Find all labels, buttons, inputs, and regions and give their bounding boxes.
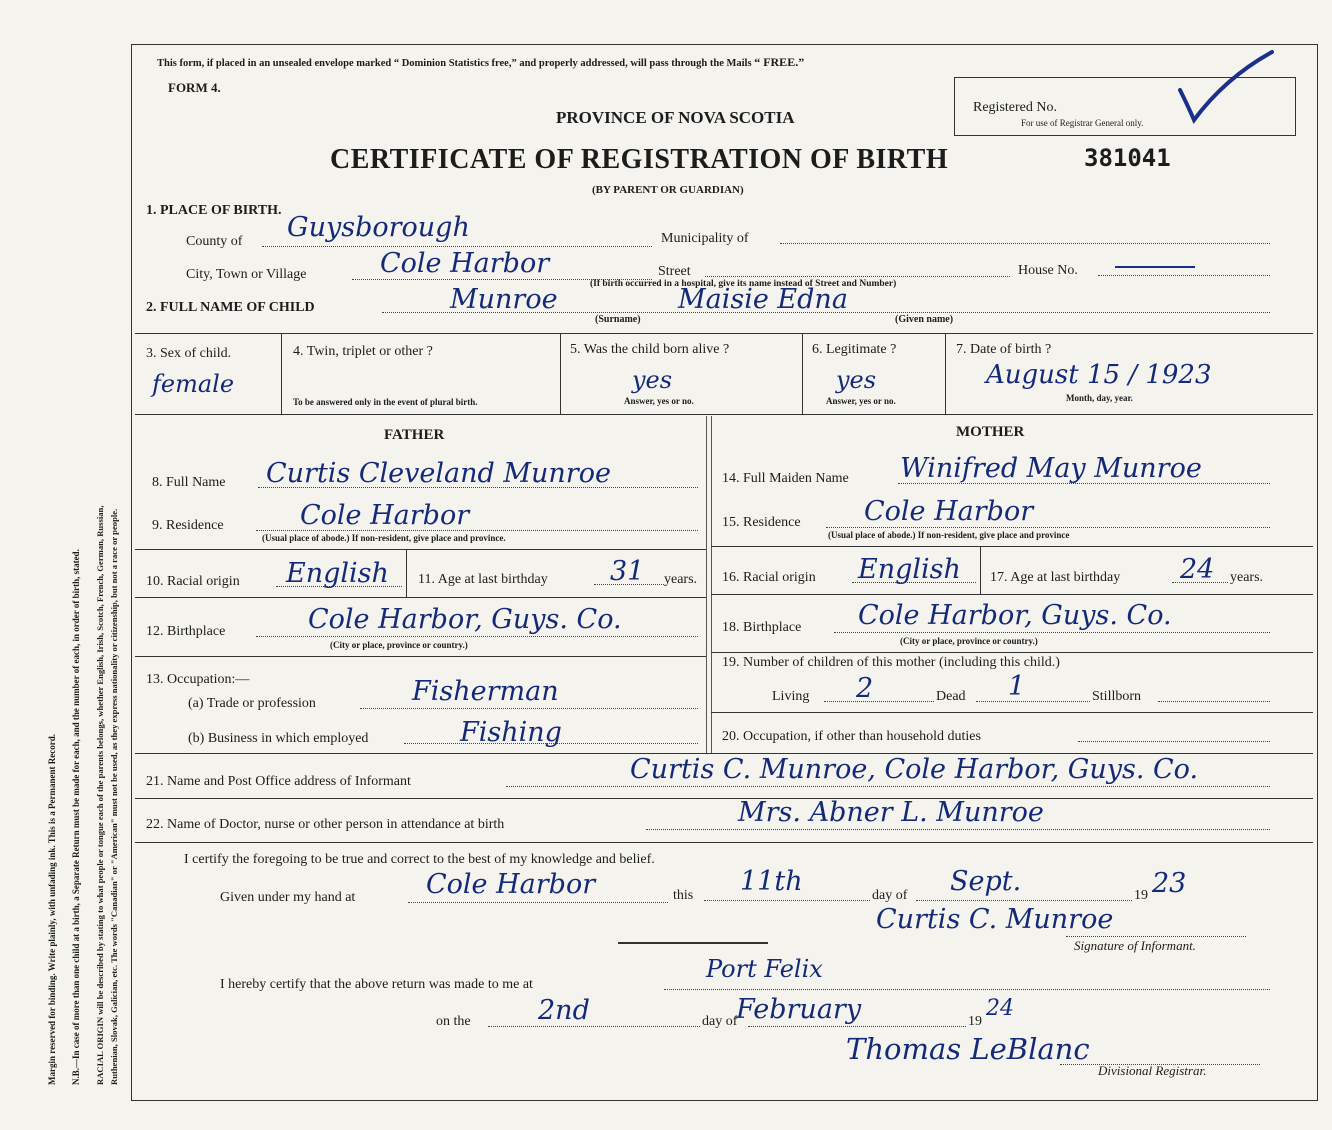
sex-value: female bbox=[152, 370, 235, 398]
mother-residence-value: Cole Harbor bbox=[864, 496, 1034, 527]
registrar-use-note: For use of Registrar General only. bbox=[1021, 118, 1144, 128]
father-rule-3 bbox=[135, 656, 706, 657]
row-22-top-rule bbox=[135, 798, 1313, 799]
mother-age-label: 17. Age at last birthday bbox=[990, 570, 1121, 585]
municipality-label: Municipality of bbox=[661, 231, 749, 246]
row-3-bottom-rule bbox=[135, 414, 1313, 415]
margin-note-4: Ruthenian, Slovak, Galician, etc. The words "Canadian" or "American" must not be used, as they express nationality or citizenship, but not a race or people. bbox=[109, 508, 119, 1085]
born-alive-label: 5. Was the child born alive ? bbox=[570, 342, 730, 357]
mother-race-label: 16. Racial origin bbox=[722, 570, 816, 585]
street-note: (If birth occurred in a hospital, give its name instead of Street and Number) bbox=[590, 279, 897, 289]
certificate-title: CERTIFICATE OF REGISTRATION OF BIRTH bbox=[330, 144, 949, 175]
day-line bbox=[704, 900, 870, 901]
given-place-line bbox=[408, 902, 668, 903]
father-name-label: 8. Full Name bbox=[152, 475, 226, 490]
city-label: City, Town or Village bbox=[186, 267, 307, 282]
living-line bbox=[824, 701, 934, 702]
father-trade-value: Fisherman bbox=[412, 676, 559, 707]
mother-children-label: 19. Number of children of this mother (including this child.) bbox=[722, 655, 1060, 670]
born-alive-value: yes bbox=[632, 366, 673, 394]
mail-notice-text: This form, if placed in an unsealed envelope marked “ Dominion Statistics free,” and properly addressed, will pass through the Mails bbox=[157, 58, 752, 69]
doctor-value: Mrs. Abner L. Munroe bbox=[738, 797, 1044, 828]
dead-label: Dead bbox=[936, 689, 966, 704]
day-of-label: day of bbox=[872, 888, 908, 903]
mother-name-value: Winifred May Munroe bbox=[900, 453, 1202, 484]
house-no-label: House No. bbox=[1018, 263, 1078, 278]
child-surname: Munroe bbox=[450, 284, 558, 315]
mother-birthplace-label: 18. Birthplace bbox=[722, 620, 802, 635]
father-trade-label: (a) Trade or profession bbox=[188, 696, 316, 711]
stillborn-label: Stillborn bbox=[1092, 689, 1142, 704]
separator-line bbox=[618, 942, 768, 944]
reg-year-value: 24 bbox=[986, 996, 1014, 1021]
margin-note-3: RACIAL ORIGIN will be described by stating to what people or tongue each of the parents belongs, whether English, Irish, Scotch, French, German, Russian, bbox=[95, 505, 105, 1085]
municipality-line bbox=[780, 243, 1270, 244]
mother-occupation-label: 20. Occupation, if other than household duties bbox=[722, 729, 981, 744]
mother-name-label: 14. Full Maiden Name bbox=[722, 471, 849, 486]
form-number: FORM 4. bbox=[168, 80, 221, 95]
father-residence-value: Cole Harbor bbox=[300, 500, 470, 531]
father-years-label: years. bbox=[664, 572, 698, 587]
checkmark-icon bbox=[1170, 48, 1280, 128]
row-3-divider-1 bbox=[281, 333, 282, 414]
father-residence-label: 9. Residence bbox=[152, 518, 224, 533]
mail-notice-free: “ FREE.” bbox=[754, 55, 805, 69]
father-heading: FATHER bbox=[384, 427, 445, 443]
year-prefix: 19 bbox=[1134, 888, 1148, 903]
informant-label: 21. Name and Post Office address of Informant bbox=[146, 774, 411, 789]
row-22-bottom-rule bbox=[135, 842, 1313, 843]
registered-no-label: Registered No. bbox=[973, 100, 1057, 115]
month-line bbox=[916, 900, 1132, 901]
row-3-divider-2 bbox=[560, 333, 561, 414]
dob-value: August 15 / 1923 bbox=[986, 360, 1212, 390]
father-birthplace-value: Cole Harbor, Guys. Co. bbox=[308, 604, 622, 635]
dead-line bbox=[976, 701, 1090, 702]
mother-heading: MOTHER bbox=[956, 424, 1025, 440]
mother-rule-3 bbox=[711, 652, 1313, 653]
registrar-signature: Thomas LeBlanc bbox=[846, 1032, 1090, 1066]
parents-divider-right bbox=[711, 416, 712, 753]
born-alive-note: Answer, yes or no. bbox=[624, 396, 694, 406]
certification-statement: I certify the foregoing to be true and correct to the best of my knowledge and belief. bbox=[184, 852, 655, 867]
registrar-place-line bbox=[664, 989, 1270, 990]
informant-signature-line bbox=[1066, 936, 1246, 937]
father-birthplace-line bbox=[256, 636, 698, 637]
father-business-value: Fishing bbox=[460, 717, 562, 748]
reg-month-value: February bbox=[736, 994, 862, 1025]
child-name-label: 2. FULL NAME OF CHILD bbox=[146, 300, 315, 315]
mother-birthplace-note: (City or place, province or country.) bbox=[900, 636, 1038, 646]
informant-value: Curtis C. Munroe, Cole Harbor, Guys. Co. bbox=[630, 754, 1199, 785]
reg-day-of-label: day of bbox=[702, 1014, 738, 1029]
mother-birthplace-line bbox=[834, 632, 1270, 633]
father-race-label: 10. Racial origin bbox=[146, 574, 240, 589]
street-label: Street bbox=[658, 264, 691, 279]
certificate-number: 381041 bbox=[1084, 144, 1171, 172]
county-value: Guysborough bbox=[287, 212, 470, 243]
street-line bbox=[705, 276, 1010, 277]
registrar-place-value: Port Felix bbox=[706, 955, 823, 983]
margin-note-2: N.B.—In case of more than one child at a birth, a Separate Return must be made for each, and the number of each, in order of birth, stated. bbox=[71, 549, 81, 1085]
mother-rule-1 bbox=[711, 546, 1313, 547]
father-race-divider bbox=[406, 549, 407, 597]
father-occupation-label: 13. Occupation:— bbox=[146, 672, 250, 687]
certificate-subtitle: (BY PARENT OR GUARDIAN) bbox=[592, 184, 744, 196]
county-label: County of bbox=[186, 234, 243, 249]
province-heading: PROVINCE OF NOVA SCOTIA bbox=[556, 108, 795, 127]
margin-note-1: Margin reserved for binding. Write plainly, with unfading ink. This is a Permanent Record. bbox=[47, 734, 57, 1085]
given-under-hand-label: Given under my hand at bbox=[220, 890, 356, 905]
father-trade-line bbox=[360, 708, 698, 709]
mail-notice bbox=[157, 55, 804, 70]
house-no-line bbox=[1098, 275, 1270, 276]
father-rule-1 bbox=[135, 549, 706, 550]
twin-note: To be answered only in the event of plural birth. bbox=[293, 397, 478, 407]
mother-residence-note: (Usual place of abode.) If non-resident, give place and province bbox=[828, 530, 1070, 540]
sex-label: 3. Sex of child. bbox=[146, 346, 232, 361]
living-value: 2 bbox=[856, 673, 874, 704]
doctor-label: 22. Name of Doctor, nurse or other person in attendance at birth bbox=[146, 817, 505, 832]
legitimate-note: Answer, yes or no. bbox=[826, 396, 896, 406]
house-no-dash bbox=[1115, 266, 1195, 268]
this-label: this bbox=[673, 888, 694, 903]
father-birthplace-label: 12. Birthplace bbox=[146, 624, 226, 639]
mother-rule-4 bbox=[711, 712, 1313, 713]
day-value: 11th bbox=[740, 866, 803, 897]
reg-day-line bbox=[488, 1026, 700, 1027]
father-residence-note: (Usual place of abode.) If non-resident, give place and province. bbox=[262, 533, 506, 543]
dead-value: 1 bbox=[1008, 671, 1026, 702]
father-birthplace-note: (City or place, province or country.) bbox=[330, 640, 468, 650]
city-value: Cole Harbor bbox=[380, 248, 550, 279]
given-name-caption: (Given name) bbox=[895, 314, 954, 325]
father-age-value: 31 bbox=[610, 556, 645, 587]
place-of-birth-label: 1. PLACE OF BIRTH. bbox=[146, 203, 282, 218]
father-business-label: (b) Business in which employed bbox=[188, 731, 369, 746]
surname-caption: (Surname) bbox=[595, 314, 641, 325]
county-line bbox=[262, 246, 652, 247]
twin-label: 4. Twin, triplet or other ? bbox=[293, 344, 433, 359]
father-age-label: 11. Age at last birthday bbox=[418, 572, 548, 587]
legitimate-value: yes bbox=[836, 366, 877, 394]
mother-residence-line bbox=[826, 527, 1270, 528]
row-3-divider-3 bbox=[802, 333, 803, 414]
dob-note: Month, day, year. bbox=[1066, 393, 1133, 403]
reg-day-value: 2nd bbox=[538, 995, 590, 1026]
mother-years-label: years. bbox=[1230, 570, 1264, 585]
mother-rule-2 bbox=[711, 594, 1313, 595]
father-race-value: English bbox=[286, 558, 389, 589]
stillborn-line bbox=[1158, 701, 1270, 702]
informant-signature-caption: Signature of Informant. bbox=[1074, 938, 1196, 953]
given-place-value: Cole Harbor bbox=[426, 869, 596, 900]
mother-birthplace-value: Cole Harbor, Guys. Co. bbox=[858, 600, 1172, 631]
on-the-label: on the bbox=[436, 1014, 471, 1029]
mother-occupation-line bbox=[1078, 741, 1270, 742]
informant-signature: Curtis C. Munroe bbox=[876, 904, 1114, 935]
legitimate-label: 6. Legitimate ? bbox=[812, 342, 897, 357]
doctor-line bbox=[646, 829, 1270, 830]
reg-month-line bbox=[748, 1026, 966, 1027]
living-label: Living bbox=[772, 689, 810, 704]
row-3-top-rule bbox=[135, 333, 1313, 334]
month-value: Sept. bbox=[950, 866, 1022, 897]
mother-race-divider bbox=[980, 546, 981, 594]
father-rule-2 bbox=[135, 597, 706, 598]
reg-year-prefix: 19 bbox=[968, 1014, 982, 1029]
parents-divider-left bbox=[706, 416, 707, 753]
year-value: 23 bbox=[1152, 868, 1187, 899]
mother-age-value: 24 bbox=[1180, 554, 1215, 585]
registrar-statement: I hereby certify that the above return was made to me at bbox=[220, 977, 533, 992]
dob-label: 7. Date of birth ? bbox=[956, 342, 1052, 357]
mother-residence-label: 15. Residence bbox=[722, 515, 801, 530]
informant-line bbox=[506, 786, 1270, 787]
registrar-caption: Divisional Registrar. bbox=[1098, 1063, 1207, 1078]
father-name-value: Curtis Cleveland Munroe bbox=[266, 458, 611, 489]
child-given-name: Maisie Edna bbox=[678, 284, 848, 315]
row-3-divider-4 bbox=[945, 333, 946, 414]
mother-race-value: English bbox=[858, 554, 961, 585]
